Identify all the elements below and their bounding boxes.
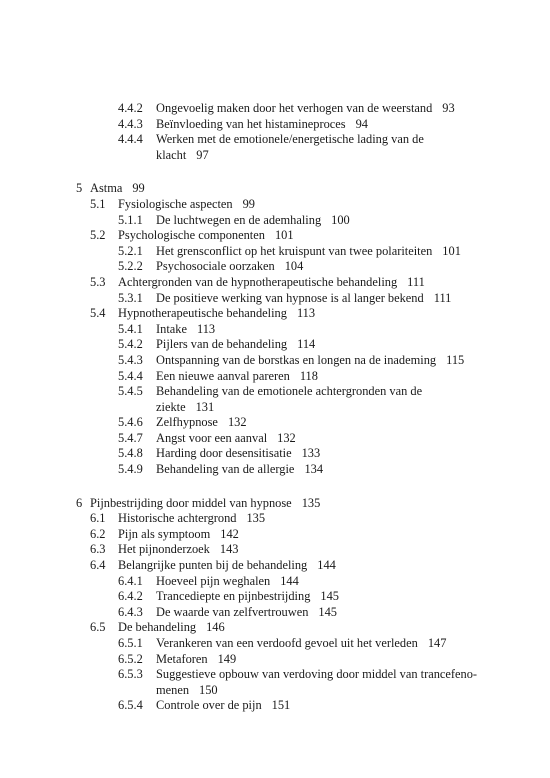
toc-entry-title: Intake <box>156 321 187 336</box>
toc-entry-title: Verankeren van een verdoofd gevoel uit het verleden <box>156 636 418 650</box>
toc-entry-text <box>156 431 296 447</box>
toc-entry-page: 114 <box>297 337 316 352</box>
toc-entry-text <box>156 384 422 415</box>
toc-entry <box>0 117 550 133</box>
toc-entry-title: Controle over de pijn <box>156 698 262 713</box>
toc-entry-title: De positieve werking van hypnose is al langer bekend <box>156 290 424 305</box>
toc-entry-text <box>156 353 464 369</box>
toc-entry <box>0 574 550 590</box>
toc-entry-number: 5.2.1 <box>118 243 143 258</box>
toc-entry-text <box>156 244 461 260</box>
toc-entry-number: 6.5.4 <box>118 698 143 713</box>
toc-entry-title: Een nieuwe aanval pareren <box>156 368 290 383</box>
toc-entry-page: 94 <box>355 116 368 131</box>
toc-entry <box>0 384 550 415</box>
toc-entry-text <box>156 652 236 668</box>
toc-entry <box>0 698 550 714</box>
toc-entry-title: Harding door desensitisatie <box>156 446 292 461</box>
toc-entry-text <box>118 306 315 322</box>
toc-entry-title-continued: klacht <box>156 147 187 162</box>
toc-entry-title: Pijn als symptoom <box>118 526 211 541</box>
toc-entry-page: 113 <box>296 306 316 321</box>
toc-entry-title: Trancediepte en pijnbestrijding <box>156 589 311 604</box>
toc-entry-title: Hypnotherapeutische behandeling <box>118 306 287 321</box>
toc-entry-page: 131 <box>195 399 215 414</box>
toc-entry-number: 6.5 <box>90 620 106 635</box>
toc-entry-number: 6.4.2 <box>118 589 143 604</box>
toc-entry-text <box>156 213 350 229</box>
toc-entry-page: 144 <box>317 558 336 573</box>
toc-entry <box>0 244 550 260</box>
toc-entry-text <box>156 369 318 385</box>
toc-entry-title: De behandeling <box>118 620 197 635</box>
toc-entry-page: 145 <box>318 604 337 619</box>
toc-entry-title: De waarde van zelfvertrouwen <box>156 604 309 619</box>
toc-entry-text <box>90 496 320 512</box>
toc-entry-page: 132 <box>277 430 296 445</box>
toc-entry-number: 5.4.6 <box>118 415 143 430</box>
toc-entry-title: Ontspanning van de borstkas en longen na de inademing <box>156 352 437 367</box>
toc-entry-number: 5.4.5 <box>118 384 143 399</box>
toc-entry-title: Hoeveel pijn weghalen <box>156 573 271 588</box>
toc-entry-text <box>90 181 145 197</box>
toc-entry-number: 5.4.8 <box>118 446 143 461</box>
toc-entry-text <box>156 101 455 117</box>
toc-entry-page: 150 <box>199 682 218 697</box>
toc-entry-number: 4.4.3 <box>118 116 143 131</box>
toc-entry <box>0 542 550 558</box>
toc-entry-title: Psychologische componenten <box>118 228 265 243</box>
toc-entry-title: Metaforen <box>156 651 208 666</box>
section-gap <box>0 478 550 496</box>
toc-entry-number: 5.4 <box>90 306 106 321</box>
toc-entry-number: 5.4.4 <box>118 368 143 383</box>
toc-entry <box>0 353 550 369</box>
toc-entry <box>0 322 550 338</box>
toc-entry <box>0 306 550 322</box>
toc-entry <box>0 446 550 462</box>
toc-entry <box>0 527 550 543</box>
toc-entry-page: 100 <box>331 212 350 227</box>
toc-entry-title: Angst voor een aanval <box>156 430 268 445</box>
toc-entry-page: 99 <box>132 181 145 196</box>
toc-entry-text <box>118 558 336 574</box>
toc-entry-title: Het pijnonderzoek <box>118 542 210 557</box>
toc-entry-page: 99 <box>242 196 255 211</box>
toc-entry-text <box>156 446 320 462</box>
toc-entry-text <box>156 259 303 275</box>
toc-entry-title: Beïnvloeding van het histamineproces <box>156 116 346 131</box>
toc-entry-number: 4.4.4 <box>118 132 143 147</box>
toc-entry-text <box>118 542 238 558</box>
toc-entry-page: 149 <box>217 651 237 666</box>
toc-entry-text <box>118 620 225 636</box>
toc-entry <box>0 589 550 605</box>
toc-entry-number: 5.4.9 <box>118 462 143 477</box>
toc-entry-number: 5.3 <box>90 274 106 289</box>
toc-entry-text <box>118 527 239 543</box>
toc-entry <box>0 181 550 197</box>
toc-entry-text <box>156 574 299 590</box>
toc-entry <box>0 337 550 353</box>
toc-entry-text <box>156 291 451 307</box>
toc-entry-page: 93 <box>442 101 455 115</box>
toc-entry-page: 104 <box>284 259 304 274</box>
toc-entry-page: 113 <box>196 321 216 336</box>
toc-entry-title: Behandeling van de allergie <box>156 462 295 477</box>
toc-entry-number: 6.4.3 <box>118 604 143 619</box>
toc-entry-title: Pijlers van de behandeling <box>156 337 288 352</box>
toc-entry-number: 6.3 <box>90 542 106 557</box>
toc-entry <box>0 667 550 698</box>
toc-entry-number: 4.4.2 <box>118 101 143 115</box>
toc-entry-text <box>118 228 294 244</box>
toc-entry-text <box>156 322 215 338</box>
toc-entry-page: 132 <box>227 415 247 430</box>
toc-entry-title: Historische achtergrond <box>118 511 237 526</box>
toc-entry-text <box>156 415 247 431</box>
toc-entry <box>0 431 550 447</box>
toc-entry-text <box>156 117 368 133</box>
toc-entry-title: Zelfhypnose <box>156 415 218 430</box>
toc-entry-page: 115 <box>446 352 465 367</box>
toc-entry-title: Psychosociale oorzaken <box>156 259 275 274</box>
toc-entry-title: Werken met de emotionele/energetische lading van de <box>156 132 424 147</box>
toc-entry-page: 101 <box>442 243 461 258</box>
toc-entry-title: Het grensconflict op het kruispunt van twee polariteiten <box>156 243 433 258</box>
toc-entry-text <box>156 589 339 605</box>
toc-entry-number: 6.4 <box>90 558 106 573</box>
toc-entry <box>0 369 550 385</box>
toc-entry-page: 143 <box>219 542 239 557</box>
toc-entry <box>0 636 550 652</box>
toc-entry <box>0 132 550 163</box>
toc-entry <box>0 415 550 431</box>
toc-entry-text <box>156 337 315 353</box>
toc-entry <box>0 291 550 307</box>
toc-entry-number: 5.1.1 <box>118 212 143 227</box>
toc-entry-title: Ongevoelig maken door het verhogen van de weerstand <box>156 101 433 115</box>
toc-entry-text <box>118 197 255 213</box>
toc-entry <box>0 197 550 213</box>
toc-entry <box>0 228 550 244</box>
toc-entry-title-continued: ziekte <box>156 399 186 414</box>
toc-entry-text <box>156 132 424 163</box>
toc-entry-number: 6.5.1 <box>118 636 143 650</box>
toc-entry <box>0 605 550 621</box>
toc-entry-text <box>156 667 477 698</box>
toc-entry-number: 5.4.1 <box>118 321 143 336</box>
toc-entry-page: 118 <box>299 368 318 383</box>
toc-entry-number: 6.1 <box>90 511 106 526</box>
toc-entry-title: Belangrijke punten bij de behandeling <box>118 558 308 573</box>
toc-entry-page: 135 <box>246 511 266 526</box>
toc-entry <box>0 462 550 478</box>
toc-entry <box>0 101 550 117</box>
toc-entry-page: 111 <box>407 274 425 289</box>
toc-entry-title: De luchtwegen en de ademhaling <box>156 212 322 227</box>
toc-entry-number: 5.3.1 <box>118 290 143 305</box>
toc-entry-text <box>156 462 323 478</box>
toc-entry-title: Suggestieve opbouw van verdoving door middel van trancefeno- <box>156 667 478 682</box>
toc-entry-text <box>118 275 425 291</box>
toc-entry <box>0 275 550 291</box>
toc-entry-number: 5.4.2 <box>118 337 143 352</box>
toc-entry-number: 5.4.3 <box>118 352 143 367</box>
toc-entry <box>0 213 550 229</box>
toc-entry-text <box>156 605 337 621</box>
toc-entry-title-continued: menen <box>156 682 190 697</box>
toc-entry-title: Achtergronden van de hypnotherapeutische behandeling <box>118 274 398 289</box>
toc-entry-page: 147 <box>427 636 447 650</box>
toc-entry-page: 151 <box>271 698 291 713</box>
toc-entry-text <box>156 636 446 652</box>
toc-entry <box>0 496 550 512</box>
toc-entry-title: Pijnbestrijding door middel van hypnose <box>90 495 292 510</box>
section-gap <box>0 163 550 181</box>
toc-entry-page: 144 <box>280 573 299 588</box>
toc-entry-number: 5.2 <box>90 228 106 243</box>
toc-entry-page: 134 <box>304 462 324 477</box>
toc-entry-number: 5 <box>76 181 83 196</box>
toc-entry-number: 5.2.2 <box>118 259 143 274</box>
toc-entry-text <box>118 511 265 527</box>
toc-entry-page: 111 <box>433 290 452 305</box>
toc-entry-number: 6.5.2 <box>118 651 143 666</box>
toc-entry-number: 5.1 <box>90 196 106 211</box>
toc-entry <box>0 652 550 668</box>
toc-entry <box>0 558 550 574</box>
toc-entry <box>0 259 550 275</box>
toc-entry-page: 142 <box>220 526 239 541</box>
toc-entry <box>0 511 550 527</box>
toc-entry-title: Fysiologische aspecten <box>118 196 233 211</box>
toc-entry-page: 133 <box>301 446 321 461</box>
toc-entry-number: 6.4.1 <box>118 573 143 588</box>
toc-entry-number: 6.2 <box>90 526 106 541</box>
toc-entry-page: 97 <box>196 147 209 162</box>
toc-entry-number: 6 <box>76 495 83 510</box>
toc-entry-number: 6.5.3 <box>118 667 143 682</box>
toc-entry-title: Astma <box>90 181 123 196</box>
toc-entry-page: 135 <box>301 495 321 510</box>
toc-entry-number: 5.4.7 <box>118 430 143 445</box>
toc-entry-page: 101 <box>274 228 294 243</box>
toc-entry-text <box>156 698 290 714</box>
toc-entry <box>0 620 550 636</box>
toc-entry-title: Behandeling van de emotionele achtergronden van de <box>156 384 423 399</box>
table-of-contents <box>0 101 550 714</box>
toc-entry-page: 146 <box>206 620 225 635</box>
toc-entry-page: 145 <box>320 589 339 604</box>
